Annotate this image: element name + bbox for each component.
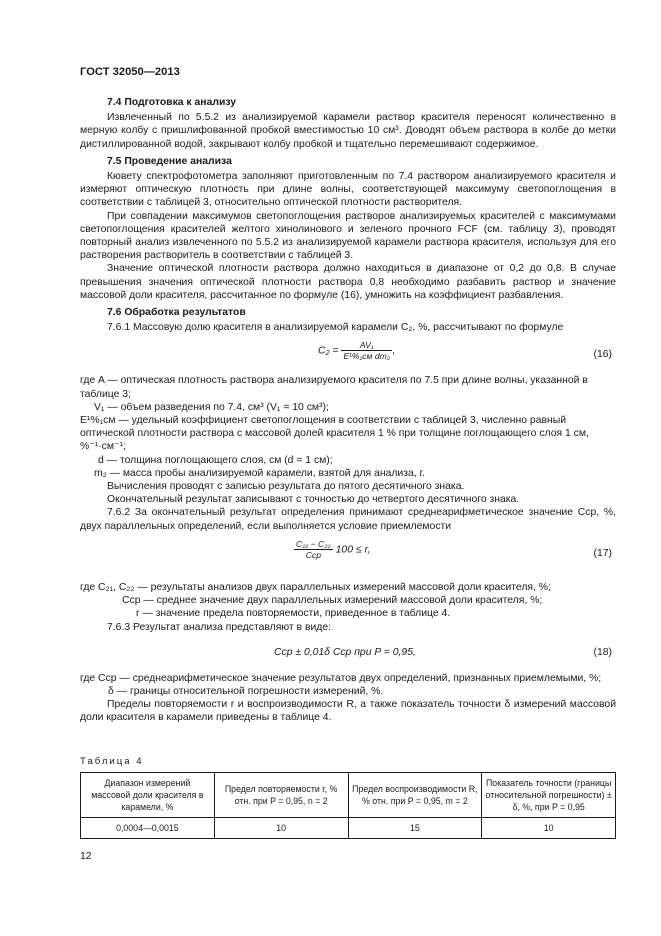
section-7-5-heading: 7.5 Проведение анализа (107, 155, 232, 167)
section-7-6-heading: 7.6 Обработка результатов (107, 307, 246, 319)
definition-cavg-result: где Cср — среднеарифметическое значение результатов двух определений, признанных приемлемыми, %; (80, 672, 602, 684)
formula-16 (80, 340, 616, 370)
page-number: 12 (80, 851, 92, 862)
formula-17 (80, 539, 616, 573)
formula-18 (80, 642, 616, 664)
table-header-cell: Диапазон измерений массовой доли красителя в карамели, % (81, 772, 215, 817)
definition-d: d — толщина поглощающего слоя, см (d = 1 см); (98, 454, 333, 466)
formula-16-fraction (341, 340, 392, 361)
calculation-note: Вычисления проводят с записью результата до пятого десятичного знака. (107, 481, 465, 493)
definition-e: E¹%₁см — удельный коэффициент светопоглощения в соответствии с таблицей 3, численно равный оптической плотности раствора с массовой долей красителя 1 % при толщине поглощающего слоя 1 см, %⁻¹·см⁻¹; (80, 415, 589, 453)
formula-17-number: (17) (593, 547, 612, 559)
table-cell: 0,0004—0,0015 (81, 817, 215, 838)
table-row (81, 817, 616, 838)
table-4 (80, 772, 616, 839)
formula-18-number: (18) (593, 646, 612, 658)
clause-7-6-3: 7.6.3 Результат анализа представляют в виде: (107, 621, 332, 633)
section-7-5-text-2: При совпадении максимумов светопоглощения растворов анализируемых красителей с максимумами светопоглощения красителей желтого хинолинового и зеленого прочного FCF (см. таблицу 3), проводят повторный анализ извлеченного по 5.5.2 из анализируемой карамели раствора красителя, используя для его растворения растворитель в соответствии с таблицей 3. (80, 210, 616, 262)
clause-7-6-2: 7.6.2 За окончательный результат определения принимают среднеарифметическое значение Cср, %, двух параллельных определений, если выполняется условие приемлемости (80, 507, 616, 532)
formula-16-definitions (80, 374, 616, 480)
final-result-note: Окончательный результат записывают с точностью до четвертого десятичного знака. (107, 494, 520, 506)
definition-m2: m₂ — масса пробы анализируемой карамели, взятой для анализа, г. (94, 467, 425, 479)
formula-16-numerator: AV₁ (341, 340, 392, 351)
section-7-5-text-1: Кювету спектрофотометра заполняют приготовленным по 7.4 раствором анализируемого красителя и измеряют оптическую плотность при длине волны, соответствующей максимуму светопоглощения в соответствии с таблицей 3, относительно оптической плотности растворителя. (80, 171, 616, 209)
definition-delta: δ — границы относительной погрешности измерений, %. (108, 685, 384, 697)
definition-v1: V₁ — объем разведения по 7.4, см³ (V₁ = 10 см³); (94, 401, 329, 413)
page-body (80, 94, 616, 839)
formula-16-number: (16) (593, 349, 612, 361)
formula-17-tail: 100 ≤ r, (335, 544, 371, 556)
formula-17-denominator: Cср (305, 549, 322, 560)
table-cell: 15 (348, 817, 482, 838)
formula-16-lhs: C₂ = (318, 345, 339, 357)
definition-cavg: Cср — среднее значение двух параллельных измерений массовой доли красителя, %; (122, 595, 543, 607)
limits-note: Пределы повторяемости r и воспроизводимости R, а также показатель точности δ измерений массовой доли красителя в карамели приведены в таблице 4. (80, 699, 616, 724)
section-7-4-heading: 7.4 Подготовка к анализу (107, 97, 237, 108)
formula-18-definitions (80, 672, 616, 698)
formula-16-denominator: E¹%₁см dm₂ (343, 351, 391, 362)
definition-a: где A — оптическая плотность раствора анализируемого красителя по 7.5 при длине волны, указанной в таблице 3; (80, 375, 588, 400)
formula-17-fraction (294, 539, 333, 560)
document-header: ГОСТ 32050—2013 (80, 66, 180, 78)
section-7-4-text: Извлеченный по 5.5.2 из анализируемой карамели раствор красителя переносят количественно в мерную колбу с пришлифованной пробкой вместимостью 10 см³. Доводят объем раствора в колбе до метки дистиллированной водой, закрывают колбу пробкой и тщательно перемешивают содержимое. (80, 112, 616, 150)
table-header-cell: Предел воспроизводимости R, % отн. при P = 0,95, m = 2 (348, 772, 482, 817)
section-7-5-text-3: Значение оптической плотности раствора должно находиться в диапазоне от 0,2 до 0,8. В случае превышения значения оптической плотности раствора 0,8 необходимо разбавить раствор и значение массовой доли красителя, рассчитанное по формуле (16), умножить на коэффициент разбавления. (80, 263, 616, 301)
formula-17-numerator: C₂₁ − C₂₂ (296, 538, 331, 549)
table-cell: 10 (482, 817, 616, 838)
table-header-cell: Предел повторяемости r, % отн. при P = 0,95, n = 2 (214, 772, 348, 817)
table-header-row (81, 772, 616, 817)
clause-7-6-1: 7.6.1 Массовую долю красителя в анализируемой карамели C₂, %, рассчитывают по формуле (107, 322, 564, 334)
formula-17-definitions (80, 581, 616, 621)
definition-r: r — значение предела повторяемости, приведенное в таблице 4. (136, 608, 451, 620)
table-header-cell: Показатель точности (границы относительной погрешности) ± δ, %, при P = 0,95 (482, 772, 616, 817)
formula-16-tail: , (392, 345, 395, 357)
table-cell: 10 (214, 817, 348, 838)
table-4-caption: Таблица 4 (80, 755, 144, 767)
formula-18-expression: Cср ± 0,01δ Cср при P = 0,95, (274, 646, 416, 658)
definition-c21-c22: где C₂₁, C₂₂ — результаты анализов двух параллельных измерений массовой доли красителя, %; (80, 581, 551, 593)
